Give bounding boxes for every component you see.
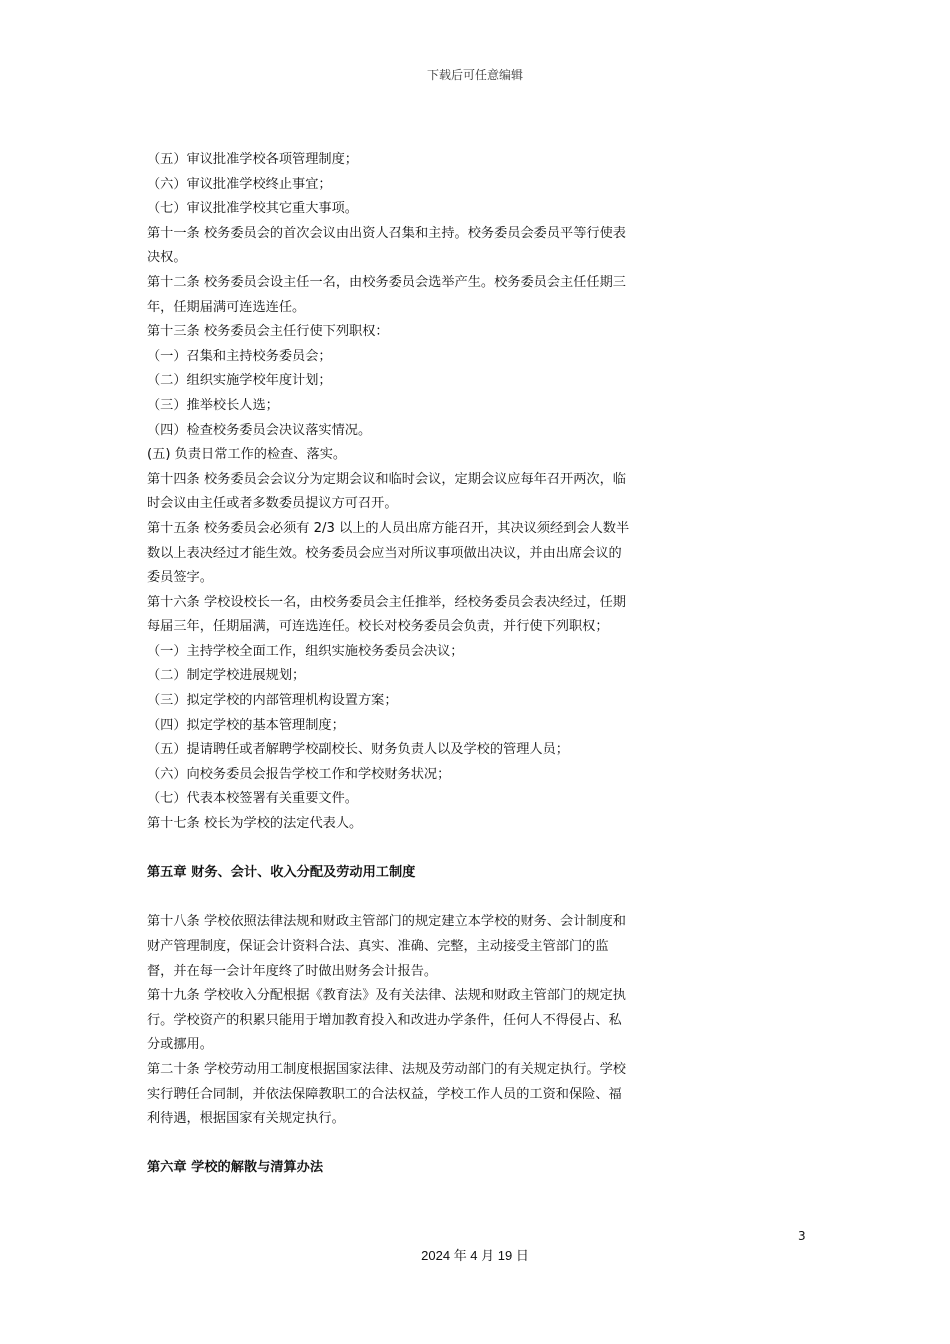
article-16-line-1: 第十六条 学校设校长一名，由校务委员会主任推举，经校务委员会表决经过，任期 xyxy=(147,594,626,610)
list-item: （三）推举校长人选； xyxy=(147,397,279,413)
article-18-line-1: 第十八条 学校依照法律法规和财政主管部门的规定建立本学校的财务、会计制度和 xyxy=(147,914,626,930)
spacer xyxy=(147,837,673,862)
article-20-line-1: 第二十条 学校劳动用工制度根据国家法律、法规及劳动部门的有关规定执行。学校 xyxy=(147,1061,626,1077)
list-item: （四）拟定学校的基本管理制度； xyxy=(147,717,345,733)
list-item: （二）组织实施学校年度计划； xyxy=(147,373,332,389)
list-item: （七）审议批准学校其它重大事项。 xyxy=(147,201,358,217)
spacer xyxy=(147,886,673,911)
article-12-line-1: 第十二条 校务委员会设主任一名，由校务委员会选举产生。校务委员会主任任期三 xyxy=(147,274,626,290)
list-item: （一）召集和主持校务委员会； xyxy=(147,348,332,364)
article-15-line-2: 数以上表决经过才能生效。校务委员会应当对所议事项做出决议，并由出席会议的 xyxy=(147,545,622,561)
article-15-line-1: 第十五条 校务委员会必须有 2/3 以上的人员出席方能召开，其决议须经到会人数半 xyxy=(147,520,630,536)
list-item: （五）审议批准学校各项管理制度； xyxy=(147,152,358,167)
article-20-line-3: 利待遇，根据国家有关规定执行。 xyxy=(147,1111,345,1127)
article-11-line-1: 第十一条 校务委员会的首次会议由出资人召集和主持。校务委员会委员平等行使表 xyxy=(147,225,626,241)
article-12-line-2: 年，任期届满可连选连任。 xyxy=(147,299,306,315)
list-item: （四）检查校务委员会决议落实情况。 xyxy=(147,422,372,438)
article-11-line-2: 决权。 xyxy=(147,250,187,266)
article-14-line-2: 时会议由主任或者多数委员提议方可召开。 xyxy=(147,496,398,512)
article-19-line-3: 分或挪用。 xyxy=(147,1037,213,1053)
footer-date: 2024 年 4 月 19 日 xyxy=(421,1248,529,1263)
article-13-line-1: 第十三条 校务委员会主任行使下列职权： xyxy=(147,324,389,340)
page-number: 3 xyxy=(798,1229,806,1243)
list-item: （六）向校务委员会报告学校工作和学校财务状况； xyxy=(147,766,451,782)
article-19-line-2: 行。学校资产的积累只能用于增加教育投入和改进办学条件，任何人不得侵占、私 xyxy=(147,1012,622,1028)
article-15-line-3: 委员签字。 xyxy=(147,570,213,586)
article-20-line-2: 实行聘任合同制，并依法保障教职工的合法权益，学校工作人员的工资和保险、福 xyxy=(147,1086,622,1102)
list-item: （二）制定学校进展规划； xyxy=(147,668,306,684)
article-14-line-1: 第十四条 校务委员会会议分为定期会议和临时会议，定期会议应每年召开两次，临 xyxy=(147,471,626,487)
list-item: （五）提请聘任或者解聘学校副校长、财务负责人以及学校的管理人员； xyxy=(147,742,569,758)
chapter-5-title: 第五章 财务、会计、收入分配及劳动用工制度 xyxy=(147,865,416,881)
spacer xyxy=(147,1132,673,1157)
article-18-line-3: 督，并在每一会计年度终了时做出财务会计报告。 xyxy=(147,963,438,979)
article-16-line-2: 每届三年，任期届满，可连选连任。校长对校务委员会负责，并行使下列职权； xyxy=(147,619,609,635)
article-18-line-2: 财产管理制度，保证会计资料合法、真实、准确、完整，主动接受主管部门的监 xyxy=(147,939,609,954)
chapter-6-title: 第六章 学校的解散与清算办法 xyxy=(147,1160,324,1176)
list-item: (五) 负责日常工作的检查、落实。 xyxy=(147,447,347,463)
list-item: （七）代表本校签署有关重要文件。 xyxy=(147,791,358,807)
article-19-line-1: 第十九条 学校收入分配根据《教育法》及有关法律、法规和财政主管部门的规定执 xyxy=(147,988,626,1004)
list-item: （三）拟定学校的内部管理机构设置方案； xyxy=(147,693,398,709)
article-17-line-1: 第十七条 校长为学校的法定代表人。 xyxy=(147,816,363,832)
list-item: （六）审议批准学校终止事宜； xyxy=(147,176,332,192)
document-body xyxy=(147,148,673,1181)
page-header: 下载后可任意编辑 xyxy=(426,68,523,82)
list-item: （一）主持学校全面工作，组织实施校务委员会决议； xyxy=(147,643,464,659)
